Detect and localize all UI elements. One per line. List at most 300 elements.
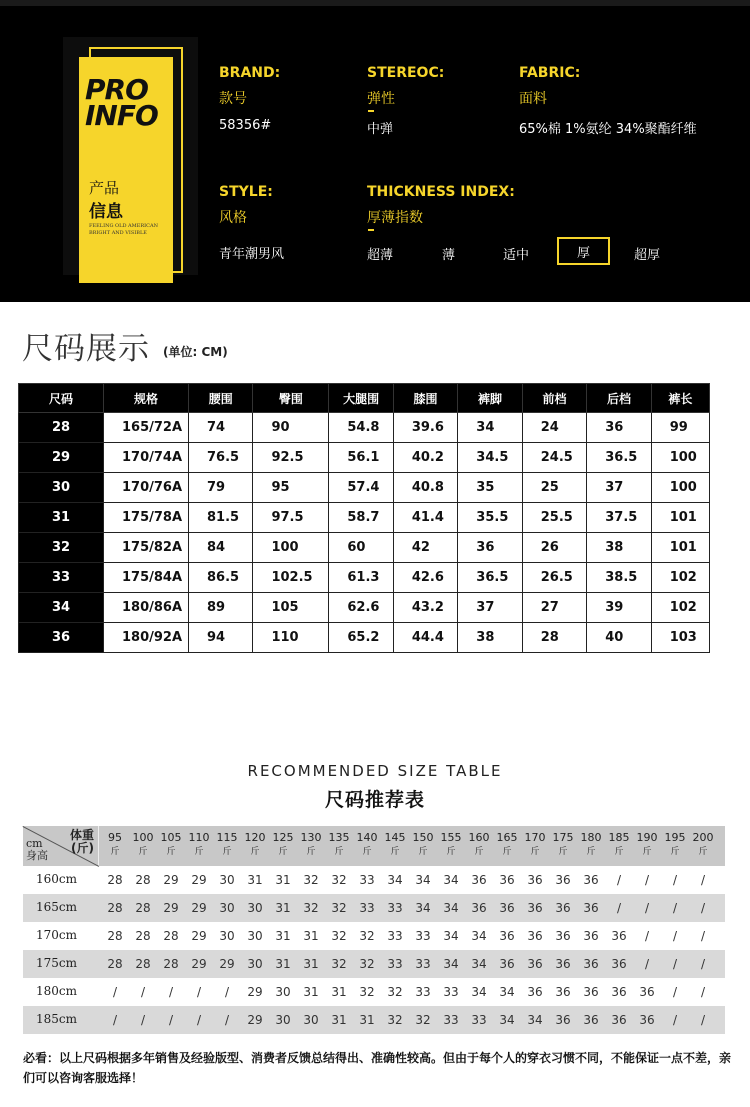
measure-cell: 38 [587,533,651,563]
recommended-size-cell: 30 [247,929,263,943]
size-col-header: 臀围 [253,384,329,413]
recommended-size-cell: 33 [471,1013,487,1027]
recommended-size-cell: 33 [443,985,459,999]
measure-cell: 40.8 [393,473,457,503]
card-title [85,73,158,132]
weight-col-header [605,831,633,859]
recommended-row [23,866,725,894]
stereoc-label-cn: 弹性 [367,91,395,107]
top-strip [0,0,750,6]
measure-cell: 34.5 [458,443,522,473]
recommended-size-cell: 32 [331,901,347,915]
recommended-size-cell: 36 [555,929,571,943]
recommended-size-cell: / [616,873,622,887]
fabric-label-cn: 面料 [519,91,547,107]
recommended-size-cell: / [700,1013,706,1027]
measure-cell: 35.5 [458,503,522,533]
recommended-size-cell: 36 [555,1013,571,1027]
header-corner-cell [23,826,99,866]
measure-cell: 99 [651,413,709,443]
weight-value: 140 [356,831,378,844]
weight-value: 200 [692,831,714,844]
weight-value: 120 [244,831,266,844]
weight-unit: 斤 [334,847,344,857]
recommended-size-cell: 36 [499,957,515,971]
recommended-size-cell: 31 [303,985,319,999]
weight-col-header [409,831,437,859]
measure-cell: 74 [189,413,253,443]
measure-cell: 84 [189,533,253,563]
recommended-size-cell: 30 [247,901,263,915]
weight-unit: 斤 [110,847,120,857]
recommended-size-cell: 32 [303,873,319,887]
style-label-en: STYLE: [219,184,273,200]
size-table [18,383,710,653]
size-col-header: 腰围 [189,384,253,413]
measure-cell: 54.8 [329,413,393,443]
corner-weight: 体重 [69,828,94,842]
size-cell: 28 [19,413,104,443]
weight-unit: 斤 [642,847,652,857]
measure-cell: 61.3 [329,563,393,593]
recommended-size-cell: 28 [107,901,123,915]
recommended-size-cell: / [672,985,678,999]
weight-value: 95 [108,831,122,844]
weight-col-header [157,831,185,859]
recommended-size-cell: / [168,985,174,999]
size-col-header: 大腿围 [329,384,393,413]
recommended-size-cell: 28 [163,929,179,943]
weight-value: 130 [300,831,322,844]
recommended-size-cell: 31 [303,929,319,943]
recommended-size-cell: 32 [303,901,319,915]
recommended-size-cell: 31 [359,1013,375,1027]
recommended-size-cell: 31 [275,929,291,943]
measure-cell: 25.5 [522,503,586,533]
recommended-row [23,922,725,950]
weight-col-header [297,831,325,859]
recommended-size-cell: 32 [359,985,375,999]
height-cell: 185cm [36,1012,78,1026]
recommended-size-cell: 36 [639,1013,655,1027]
measure-cell: 26.5 [522,563,586,593]
card-cn-line2: 信息 [89,202,123,222]
recommended-table-header [23,826,725,866]
measure-cell: 36 [587,413,651,443]
measure-cell: 101 [651,533,709,563]
recommended-size-cell: 30 [303,1013,319,1027]
recommended-size-cell: 34 [443,929,459,943]
recommended-size-cell: 32 [359,957,375,971]
weight-unit: 斤 [362,847,372,857]
recommended-size-cell: 34 [499,1013,515,1027]
size-col-header: 尺码 [19,384,104,413]
weight-col-header [213,831,241,859]
recommended-size-cell: / [224,985,230,999]
measure-cell: 90 [253,413,329,443]
recommended-size-cell: 28 [135,873,151,887]
measure-cell: 44.4 [393,623,457,653]
weight-col-header [353,831,381,859]
weight-unit: 斤 [446,847,456,857]
measure-cell: 79 [189,473,253,503]
weight-col-header [241,831,269,859]
style-value: 青年潮男风 [219,247,285,262]
fabric-label-en: FABRIC: [519,65,581,81]
size-col-header: 规格 [104,384,189,413]
weight-col-header [549,831,577,859]
measure-cell: 26 [522,533,586,563]
measure-cell: 40.2 [393,443,457,473]
recommended-size-cell: / [196,985,202,999]
stereoc-label-en: STEREOC: [367,65,445,81]
measure-cell: 34 [458,413,522,443]
measure-cell: 42 [393,533,457,563]
recommended-size-cell: 33 [387,929,403,943]
recommended-size-cell: 32 [415,1013,431,1027]
recommended-size-cell: 28 [135,957,151,971]
weight-unit: 斤 [418,847,428,857]
recommended-size-cell: 36 [583,985,599,999]
measure-cell: 101 [651,503,709,533]
thickness-option-medium: 适中 [503,248,530,263]
recommended-size-cell: 29 [247,1013,263,1027]
recommended-size-cell: / [644,873,650,887]
measure-cell: 89 [189,593,253,623]
measure-cell: 37 [587,473,651,503]
thickness-dash [368,229,374,231]
size-col-header: 裤长 [651,384,709,413]
measure-cell: 42.6 [393,563,457,593]
measure-cell: 102.5 [253,563,329,593]
recommended-size-cell: 34 [443,957,459,971]
height-cell: 170cm [36,928,78,942]
recommended-size-cell: / [700,985,706,999]
recommended-size-cell: 34 [471,985,487,999]
measure-cell: 100 [651,473,709,503]
weight-col-header [633,831,661,859]
weight-value: 160 [468,831,490,844]
recommended-size-cell: 28 [107,929,123,943]
weight-col-header [101,831,129,859]
weight-col-header [493,831,521,859]
measure-cell: 58.7 [329,503,393,533]
weight-col-header [465,831,493,859]
weight-col-header [381,831,409,859]
recommended-size-cell: 29 [191,929,207,943]
card-small-text: FEELING OLD AMERICAN BRIGHT AND VISIBLE [89,223,158,236]
weight-unit: 斤 [558,847,568,857]
weight-value: 145 [384,831,406,844]
weight-unit: 斤 [194,847,204,857]
thickness-label-en: THICKNESS INDEX: [367,184,515,200]
measure-cell: 40 [587,623,651,653]
weight-col-header [269,831,297,859]
weight-unit: 斤 [306,847,316,857]
recommended-size-cell: 36 [639,985,655,999]
recommended-size-cell: 33 [359,901,375,915]
recommended-size-cell: 30 [275,1013,291,1027]
recommended-size-cell: 36 [471,873,487,887]
recommended-size-cell: 36 [611,929,627,943]
recommended-size-cell: / [644,957,650,971]
recommended-size-cell: / [672,873,678,887]
size-table-row [19,623,710,653]
brand-value: 58356# [219,118,272,133]
recommended-size-cell: / [112,1013,118,1027]
recommended-size-cell: 33 [443,1013,459,1027]
style-label-cn: 风格 [219,210,247,226]
recommended-size-cell: / [112,985,118,999]
recommended-size-cell: 28 [135,929,151,943]
corner-height-label [26,838,48,862]
weight-unit: 斤 [670,847,680,857]
measure-cell: 110 [253,623,329,653]
weight-col-header [129,831,157,859]
weight-unit: 斤 [474,847,484,857]
recommended-size-cell: / [672,1013,678,1027]
recommended-size-cell: 29 [191,873,207,887]
recommended-size-cell: 31 [247,873,263,887]
recommended-size-cell: 34 [471,929,487,943]
corner-height: 身高 [26,849,48,862]
thickness-option-thick-selected: 厚 [557,237,610,265]
measure-cell: 102 [651,563,709,593]
recommended-size-cell: 33 [387,901,403,915]
measure-cell: 37 [458,593,522,623]
brand-label-cn: 款号 [219,91,247,107]
size-table-header [19,384,710,413]
recommended-size-cell: 32 [387,1013,403,1027]
recommended-size-cell: 29 [247,985,263,999]
measure-cell: 170/74A [104,443,189,473]
recommended-size-cell: / [224,1013,230,1027]
size-cell: 34 [19,593,104,623]
recommended-size-cell: 32 [331,929,347,943]
recommended-size-cell: 36 [611,985,627,999]
measure-cell: 24 [522,413,586,443]
recommended-size-cell: 34 [387,873,403,887]
weight-value: 105 [160,831,182,844]
recommended-size-cell: 34 [443,901,459,915]
size-col-header: 裤脚 [458,384,522,413]
size-table-row [19,473,710,503]
recommended-size-cell: 29 [163,901,179,915]
measure-cell: 165/72A [104,413,189,443]
size-cell: 31 [19,503,104,533]
weight-unit: 斤 [698,847,708,857]
measure-cell: 100 [253,533,329,563]
pro-info-card [63,37,198,275]
recommended-size-cell: 31 [275,873,291,887]
recommended-size-cell: 29 [219,957,235,971]
size-table-row [19,533,710,563]
recommended-size-cell: 33 [387,957,403,971]
recommended-size-cell: 34 [471,957,487,971]
stereoc-dash [368,110,374,112]
recommended-row [23,1006,725,1034]
measure-cell: 97.5 [253,503,329,533]
thickness-option-thin: 薄 [442,248,456,263]
recommended-size-cell: 29 [163,873,179,887]
measure-cell: 25 [522,473,586,503]
recommended-size-cell: / [140,1013,146,1027]
recommended-size-cell: 31 [331,985,347,999]
recommended-size-cell: 32 [359,929,375,943]
thickness-label-cn: 厚薄指数 [367,210,423,226]
recommended-size-cell: / [672,901,678,915]
measure-cell: 24.5 [522,443,586,473]
height-cell: 160cm [36,872,78,886]
size-note: 必看：以上尺码根据多年销售及经验版型、消费者反馈总结得出、准确性较高。但由于每个人的穿衣习惯不同，不能保证一点不差，亲们可以咨询客服选择！ [23,1051,732,1085]
weight-value: 155 [440,831,462,844]
size-cell: 30 [19,473,104,503]
measure-cell: 41.4 [393,503,457,533]
recommended-size-cell: 36 [555,957,571,971]
measure-cell: 39.6 [393,413,457,443]
size-cell: 32 [19,533,104,563]
thickness-option-ultra-thick: 超厚 [634,248,661,263]
weight-value: 180 [580,831,602,844]
weight-value: 150 [412,831,434,844]
weight-unit: 斤 [586,847,596,857]
recommended-size-cell: 32 [331,873,347,887]
recommended-size-cell: 30 [247,957,263,971]
size-table-row [19,593,710,623]
measure-cell: 76.5 [189,443,253,473]
measure-cell: 56.1 [329,443,393,473]
corner-jin: (斤) [71,841,94,855]
recommended-row [23,950,725,978]
recommended-size-cell: 36 [499,901,515,915]
recommended-title-en: RECOMMENDED SIZE TABLE [247,762,503,780]
weight-unit: 斤 [138,847,148,857]
recommended-size-cell: 36 [499,873,515,887]
recommended-size-cell: 36 [499,929,515,943]
measure-cell: 94 [189,623,253,653]
recommended-row [23,894,725,922]
height-cell: 165cm [36,900,78,914]
recommended-size-cell: / [644,929,650,943]
weight-value: 100 [132,831,154,844]
recommended-size-cell: 34 [499,985,515,999]
weight-unit: 斤 [614,847,624,857]
recommended-size-cell: 30 [219,873,235,887]
recommended-size-cell: 36 [555,985,571,999]
weight-unit: 斤 [166,847,176,857]
recommended-size-cell: 28 [135,901,151,915]
measure-cell: 81.5 [189,503,253,533]
recommended-size-cell: / [672,957,678,971]
card-title-line1: PRO [85,73,148,106]
weight-col-header [661,831,689,859]
measure-cell: 103 [651,623,709,653]
recommended-size-cell: 28 [107,873,123,887]
measure-cell: 175/82A [104,533,189,563]
recommended-size-cell: 34 [415,901,431,915]
recommended-size-cell: 31 [331,1013,347,1027]
corner-weight-label [70,829,94,855]
recommended-size-cell: 34 [415,873,431,887]
measure-cell: 102 [651,593,709,623]
size-display-title: 尺码展示 [22,331,150,367]
recommended-size-cell: 36 [555,901,571,915]
recommended-size-cell: 36 [527,929,543,943]
measure-cell: 105 [253,593,329,623]
weight-unit: 斤 [502,847,512,857]
size-cell: 33 [19,563,104,593]
recommended-size-cell: 31 [303,957,319,971]
recommended-size-cell: 29 [191,957,207,971]
weight-value: 110 [188,831,210,844]
recommended-size-cell: 33 [359,873,375,887]
weight-value: 185 [608,831,630,844]
measure-cell: 175/78A [104,503,189,533]
size-col-header: 膝围 [393,384,457,413]
recommended-size-cell: 36 [527,985,543,999]
recommended-size-cell: 36 [555,873,571,887]
recommended-size-cell: 32 [387,985,403,999]
recommended-size-cell: 36 [611,1013,627,1027]
weight-col-header [185,831,213,859]
measure-cell: 36.5 [587,443,651,473]
recommended-size-cell: 36 [527,901,543,915]
weight-unit: 斤 [278,847,288,857]
recommended-size-cell: / [196,1013,202,1027]
recommended-size-cell: / [700,873,706,887]
recommended-size-cell: / [168,1013,174,1027]
recommended-size-cell: 32 [331,957,347,971]
recommended-size-cell: / [700,901,706,915]
weight-value: 195 [664,831,686,844]
recommended-size-cell: / [700,929,706,943]
size-table-row [19,413,710,443]
size-cell: 36 [19,623,104,653]
measure-cell: 37.5 [587,503,651,533]
size-table-row [19,443,710,473]
recommended-row [23,978,725,1006]
measure-cell: 27 [522,593,586,623]
recommended-size-cell: 36 [583,957,599,971]
recommended-size-cell: / [616,901,622,915]
recommended-size-cell: / [140,985,146,999]
recommended-size-cell: 28 [107,957,123,971]
weight-unit: 斤 [222,847,232,857]
recommended-size-cell: 31 [275,957,291,971]
recommended-size-cell: 30 [219,901,235,915]
size-table-row [19,563,710,593]
weight-value: 135 [328,831,350,844]
weight-col-header [689,831,717,859]
measure-cell: 36.5 [458,563,522,593]
recommended-size-cell: 29 [191,901,207,915]
measure-cell: 180/86A [104,593,189,623]
measure-cell: 95 [253,473,329,503]
size-col-header: 后档 [587,384,651,413]
weight-col-header [521,831,549,859]
weight-value: 115 [216,831,238,844]
size-table-row [19,503,710,533]
recommended-size-cell: 33 [415,929,431,943]
measure-cell: 180/92A [104,623,189,653]
recommended-size-cell: 36 [527,873,543,887]
recommended-size-cell: 36 [583,873,599,887]
recommended-size-cell: / [672,929,678,943]
measure-cell: 100 [651,443,709,473]
measure-cell: 92.5 [253,443,329,473]
recommended-size-cell: 36 [583,1013,599,1027]
measure-cell: 28 [522,623,586,653]
